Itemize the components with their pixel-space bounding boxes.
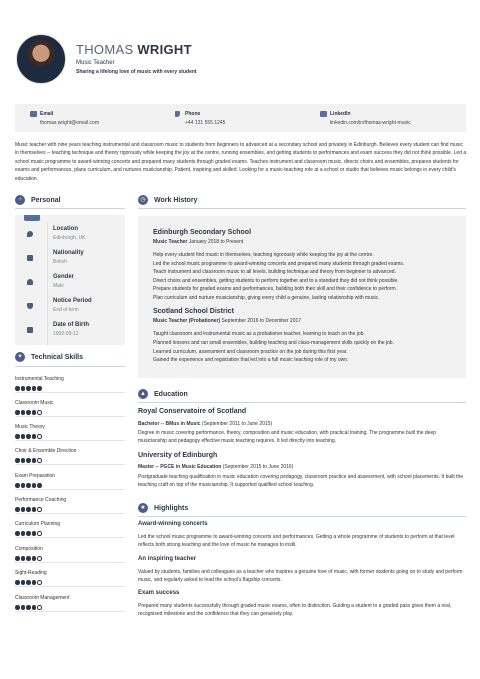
rating-dot-filled [15,483,20,488]
rating-dot-empty [37,605,42,610]
job-meta: Music Teacher (Probationer) September 2016 to December 2017 [153,318,302,324]
skill-rating [15,386,42,391]
personal-heading: ♂ Personal [15,195,61,205]
skill-rating [15,531,42,536]
rating-dot-empty [37,531,42,536]
skill-rating [15,410,42,415]
rating-dot-filled [15,434,20,439]
rating-dot-filled [21,605,26,610]
rating-dot-filled [21,507,26,512]
rating-dot-filled [32,580,37,585]
graduation-cap-icon: ▲ [138,389,148,399]
linkedin-icon [320,111,327,117]
highlight-text: Valued by students, families and colleagues as a teacher who inspires a genuine love of music, with former students going on to study and perform music, and regularly asked to lead the school's flagship concerts. [138,569,463,584]
rating-dot-empty [37,458,42,463]
skills-heading: ✦ Technical Skills [15,352,83,362]
personal-item-location: Location Edinburgh, UK [15,223,125,247]
skill-item: Sight-Reading [15,570,125,588]
rating-dot-filled [32,386,37,391]
rating-dot-filled [21,580,26,585]
rating-dot-filled [15,507,20,512]
rating-dot-filled [15,410,20,415]
rating-dot-filled [15,531,20,536]
rating-dot-filled [32,434,37,439]
skill-item: Classroom Music [15,400,125,418]
rating-dot-filled [26,483,31,488]
highlight-text: Led the school music programme to award-winning concerts and performances. Getting a whole programme of students to perform at that level reflects both strong teaching and the love of music he manages to instil. [138,534,455,549]
rating-dot-filled [15,458,20,463]
work-history-panel [138,216,466,378]
personal-item-notice: Notice Period End of term [15,295,125,319]
rating-dot-filled [15,556,20,561]
rating-dot-filled [26,580,31,585]
skill-rating [15,605,42,610]
rating-dot-filled [37,483,42,488]
rating-dot-filled [26,605,31,610]
rating-dot-filled [15,580,20,585]
rating-dot-filled [32,531,37,536]
rating-dot-filled [26,458,31,463]
rating-dot-filled [21,410,26,415]
rating-dot-filled [26,386,31,391]
highlight-title: Award-winning concerts [138,521,208,527]
calendar-icon [27,327,33,333]
school-name: Royal Conservatoire of Scotland [138,408,247,415]
rating-dot-filled [15,386,20,391]
highlight-title: Exam success [138,590,180,596]
job-bullet: Learned curriculum, assessment and classroom practice on the job during this first year. [153,349,348,355]
personal-card [15,215,125,345]
skill-rating [15,507,42,512]
rating-dot-filled [21,531,26,536]
skill-rating [15,458,42,463]
contact-bar: Email thomas.wright@email.com Phone +44 131 555 1245 LinkedIn linkedin.com/in/thomas-wright-music [15,104,466,132]
rating-dot-empty [37,507,42,512]
hourglass-icon [27,303,33,309]
rating-dot-filled [15,605,20,610]
job-bullet: Teach instrument and classroom music to all levels, building technique and theory from beginner to advanced. [153,269,396,275]
card-tab [24,215,40,221]
rating-dot-empty [37,434,42,439]
job-bullet: Gained the experience and registration that led into a full music teaching role of my own. [153,357,349,363]
lightbulb-icon: ✦ [15,352,25,362]
skill-rating [15,580,42,585]
job-bullet: Led the school music programme to award-winning concerts and prepared many students through graded exams. [153,261,405,267]
rating-dot-filled [21,458,26,463]
education-heading: ▲ Education [138,389,188,399]
rating-dot-filled [26,410,31,415]
education-description: Degree in music covering performance, theory, composition and music education, with practical training. The programme built the deep musicianship and pedagogy effective music teaching requires. It led directly into teaching. [138,430,437,445]
job-bullet: Plan curriculum and nurture musicianship, giving every child a genuine, lasting relationship with music. [153,295,380,301]
gender-icon: ♂ [15,195,25,205]
degree-meta: Bachelor -- BMus in Music (September 2011 to June 2015) [138,421,273,427]
job-meta: Music Teacher January 2018 to Present [153,239,244,245]
divider [15,366,125,367]
divider [138,208,466,209]
candidate-name: THOMAS WRIGHT [76,42,192,57]
divider [138,516,466,517]
degree-meta: Master -- PGCE in Music Education (September 2015 to June 2016) [138,464,294,470]
star-icon: ★ [138,503,148,513]
personal-item-dob: Date of Birth 1992-09-12 [15,319,125,343]
email-link[interactable]: thomas.wright@email.com [40,120,99,126]
rating-dot-filled [26,434,31,439]
skill-item: Choir & Ensemble Direction [15,448,125,466]
rating-dot-filled [21,556,26,561]
person-icon [27,279,33,285]
location-pin-icon [27,231,33,237]
skill-rating [15,556,42,561]
job-bullet: Help every student find music in themselves, teaching rigorously while keeping the joy at the centre. [153,252,374,258]
skill-rating [15,483,42,488]
email-icon [30,111,37,117]
phone-link[interactable]: +44 131 555 1245 [185,120,226,126]
work-heading: ◷ Work History [138,195,197,205]
rating-dot-empty [37,580,42,585]
skill-item: Composition [15,546,125,564]
highlight-text: Prepared many students successfully through graded music exams, often to distinction. Guiding a student to a graded pass gives them a real, recognised milestone and the confidence that they can genuinely play. [138,603,452,618]
tagline: Sharing a lifelong love of music with every student [76,69,197,75]
rating-dot-empty [37,410,42,415]
rating-dot-filled [32,605,37,610]
rating-dot-filled [37,386,42,391]
rating-dot-filled [26,531,31,536]
divider [138,402,466,403]
phone-icon [175,111,180,117]
personal-item-gender: Gender Male [15,271,125,295]
skill-item: Classroom Management [15,595,125,613]
rating-dot-filled [26,556,31,561]
job-bullet: Taught classroom and instrumental music as a probationer teacher, learning to teach on the job. [153,331,365,337]
skill-item: Music Theory [15,424,125,442]
personal-item-nationality: Nationality British [15,247,125,271]
linkedin-link[interactable]: linkedin.com/in/thomas-wright-music [330,120,411,126]
rating-dot-filled [32,483,37,488]
skill-item: Exam Preparation [15,473,125,491]
rating-dot-filled [21,386,26,391]
skill-rating [15,434,42,439]
employer-name: Edinburgh Secondary School [153,229,252,236]
school-name: University of Edinburgh [138,452,218,459]
rating-dot-filled [21,483,26,488]
highlights-heading: ★ Highlights [138,503,188,513]
rating-dot-filled [32,458,37,463]
skill-item: Instrumental Teaching [15,376,125,394]
rating-dot-filled [32,410,37,415]
profile-photo [16,34,66,84]
clock-icon: ◷ [138,195,148,205]
job-bullet: Prepare students for graded exams and performances, building both their skill and their confidence to perform. [153,286,398,292]
highlight-title: An inspiring teacher [138,556,197,562]
rating-dot-filled [21,434,26,439]
job-bullet: Direct choirs and ensembles, getting students to perform together and to a standard they did not think possible. [153,278,399,284]
rating-dot-filled [26,507,31,512]
job-bullet: Planned lessons and ran small ensembles, building teaching and class-management skills quickly on the job. [153,340,394,346]
employer-name: Scotland School District [153,308,234,315]
rating-dot-filled [32,507,37,512]
profile-summary: Music teacher with nine years teaching instrumental and classroom music to students from beginners to advanced at a secondary school and privately in Edinburgh. Believes every student can find music in themselves -- teaching technique and theory rigorously while keeping the joy at the centre, running ensembles, and getting students to performances and exam success they did not think possible. Led a school music programme to award-winning concerts and prepared many students through graded exams. Teaches instrument and classroom music, directs choirs and ensembles, prepares students for exams and performances, plans curriculum, and nurtures musicianship. Patient, inspiring and skilled. Looking for a music-teaching role at a school or studio that believes music belongs in every child's education. [15,142,467,182]
education-description: Postgraduate teaching qualification in music education covering pedagogy, classroom practice and assessment, with school placements. It built the teaching craft on top of the musicianship. It supported qualified school teaching. [138,474,464,489]
skill-item: Performance Coaching [15,497,125,515]
skill-item: Curriculum Planning [15,521,125,539]
rating-dot-empty [37,556,42,561]
job-title: Music Teacher [76,60,115,66]
rating-dot-filled [32,556,37,561]
flag-icon [27,255,33,261]
divider [15,208,125,209]
